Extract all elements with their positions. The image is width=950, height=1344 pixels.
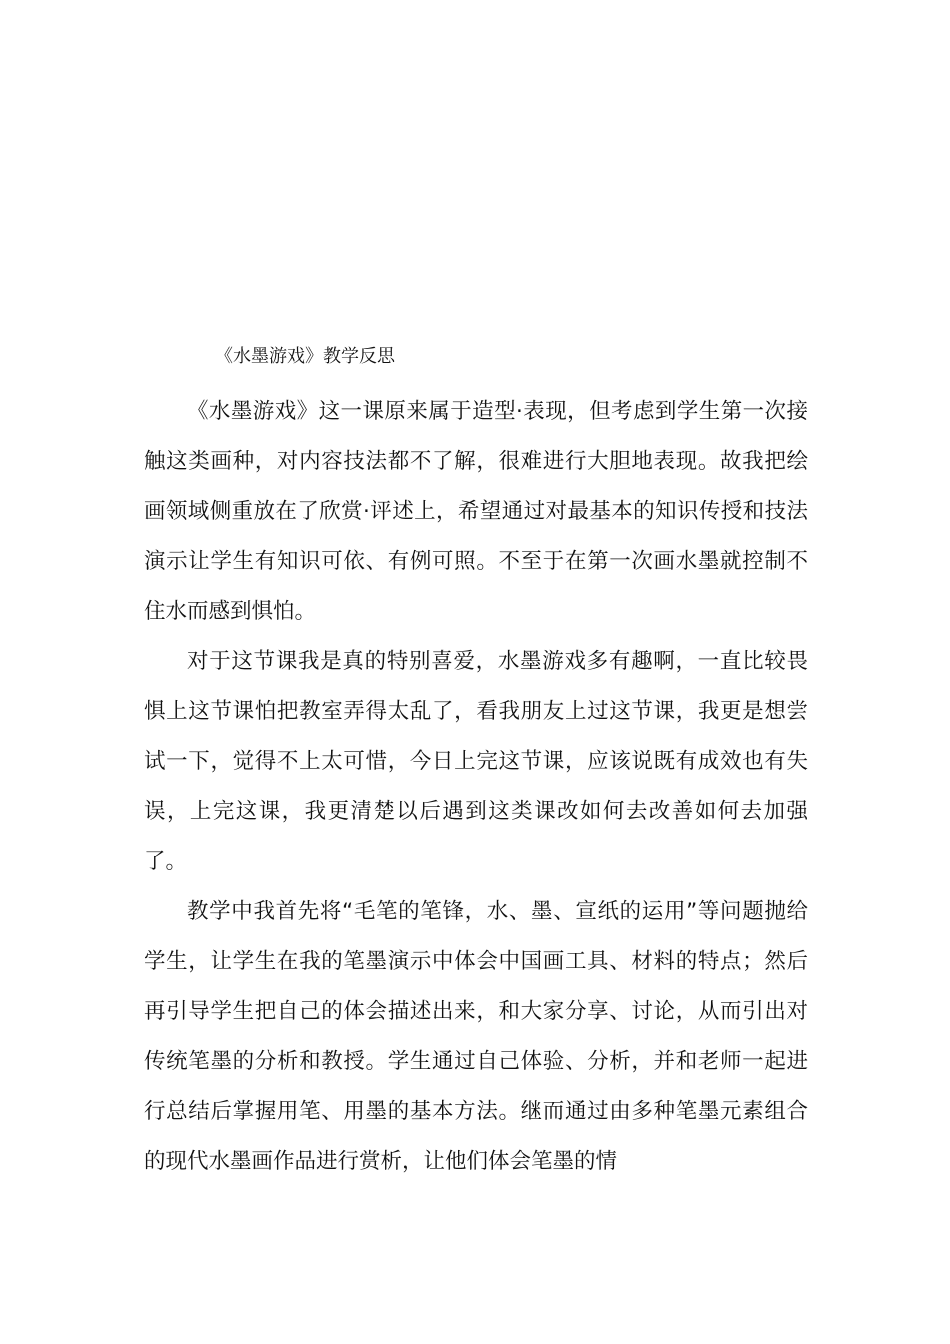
document-title: 《水墨游戏》教学反思: [215, 346, 395, 367]
paragraph-3: 教学中我首先将“毛笔的笔锋，水、墨、宣纸的运用”等问题抛给学生，让学生在我的笔墨演示中体会中国画工具、材料的特点；然后再引导学生把自己的体会描述出来，和大家分享、讨论，从而引出对传统笔墨的分析和教授。学生通过自己体验、分析，并和老师一起进行总结后掌握用笔、用墨的基本方法。继而通过由多种笔墨元素组合的现代水墨画作品进行赏析，让他们体会笔墨的情: [144, 899, 808, 1174]
document-body: [144, 387, 808, 1187]
paragraph-1: 《水墨游戏》这一课原来属于造型·表现，但考虑到学生第一次接触这类画种，对内容技法都不了解，很难进行大胆地表现。故我把绘画领域侧重放在了欣赏·评述上，希望通过对最基本的知识传授和技法演示让学生有知识可依、有例可照。不至于在第一次画水墨就控制不住水而感到惧怕。: [144, 399, 808, 624]
paragraph-2: 对于这节课我是真的特别喜爱，水墨游戏多有趣啊，一直比较畏惧上这节课怕把教室弄得太乱了，看我朋友上过这节课，我更是想尝试一下，觉得不上太可惜，今日上完这节课，应该说既有成效也有失误，上完这课，我更清楚以后遇到这类课改如何去改善如何去加强了。: [144, 649, 808, 874]
